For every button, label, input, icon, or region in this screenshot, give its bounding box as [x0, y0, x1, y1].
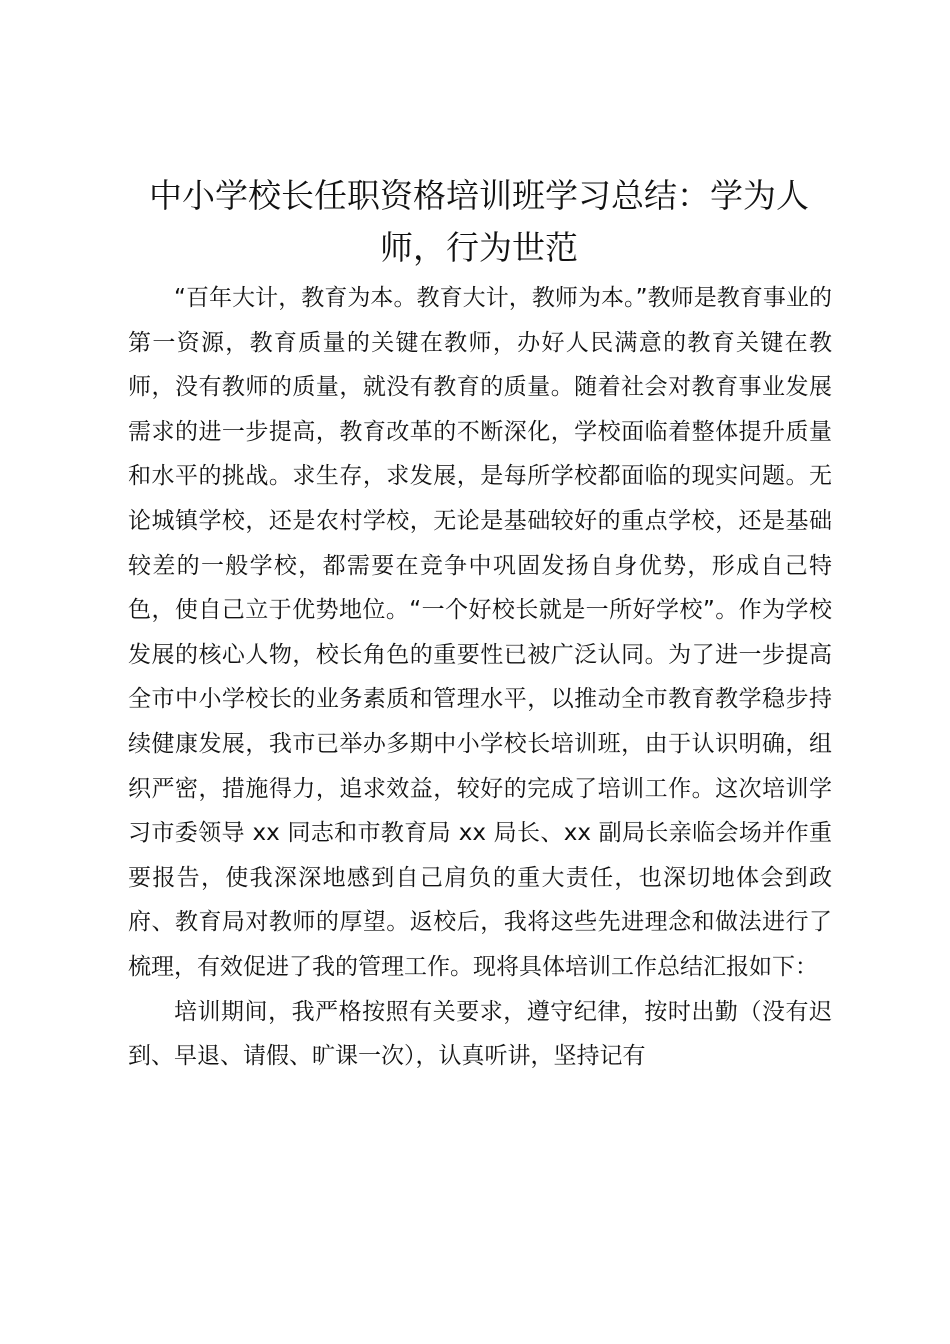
document-body	[128, 276, 832, 1079]
body-paragraph-2: 培训期间，我严格按照有关要求，遵守纪律，按时出勤（没有迟到、早退、请假、旷课一次），认真听讲，坚持记有	[128, 998, 832, 1070]
document-title: 中小学校长任职资格培训班学习总结：学为人师，行为世范	[149, 176, 809, 267]
body-paragraph-1: “百年大计，教育为本。教育大计，教师为本。”教师是教育事业的第一资源，教育质量的关键在教师，办好人民满意的教育关键在教师，没有教师的质量，就没有教育的质量。随着社会对教育事业发展需求的进一步提高，教育改革的不断深化，学校面临着整体提升质量和水平的挑战。求生存，求发展，是每所学校都面临的现实问题。无论城镇学校，还是农村学校，无论是基础较好的重点学校，还是基础较差的一般学校，都需要在竞争中巩固发扬自身优势，形成自己特色，使自己立于优势地位。“一个好校长就是一所好学校”。作为学校发展的核心人物，校长角色的重要性已被广泛认同。为了进一步提高全市中小学校长的业务素质和管理水平，以推动全市教育教学稳步持续健康发展，我市已举办多期中小学校长培训班，由于认识明确，组织严密，措施得力，追求效益，较好的完成了培训工作。这次培训学习市委领导 xx 同志和市教育局 xx 局长、xx 副局长亲临会场并作重要报告，使我深深地感到自己肩负的重大责任，也深切地体会到政府、教育局对教师的厚望。返校后，我将这些先进理念和做法进行了梳理，有效促进了我的管理工作。现将具体培训工作总结汇报如下：	[128, 285, 832, 980]
